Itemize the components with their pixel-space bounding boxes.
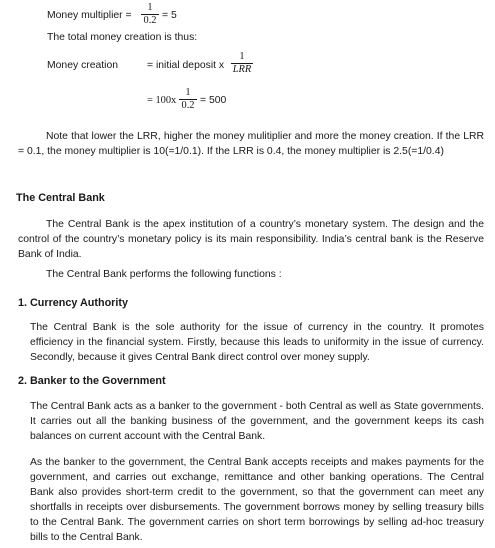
item-paragraph: As the banker to the government, the Central Bank accepts receipts and makes payments for the government, and carries out exchange, remittance and other banking operations. The Central Bank also provides short-term credit to the government, so that the government can meet any shortfalls in receipts over disbursements. The government borrows money by selling treasury bills to the Central Bank. The government carries on short term borrowings by selling ad-hoc treasury bills to the Central Bank.: [30, 457, 484, 543]
calculation-fraction: [178, 87, 198, 112]
item-paragraph: The Central Bank is the sole authority for the issue of currency in the country. It promotes efficiency in the financial system. Firstly, because this leads to uniformity in the issue of currency. Secondly, because it gives Central Bank direct control over money supply.: [30, 322, 484, 363]
money-multiplier-result: = 5: [162, 10, 177, 21]
central-bank-paragraph: The Central Bank is the apex institution of a country’s monetary system. The design and the control of the country’s monetary policy is its main responsibility. India’s central bank is the Reserve Bank of India.: [18, 219, 484, 260]
item-heading-banker-to-government: 2. Banker to the Government: [18, 375, 166, 387]
money-multiplier-label: Money multiplier =: [47, 10, 132, 21]
fraction-numerator: 1: [147, 2, 153, 13]
fraction-denominator: 0.2: [181, 100, 195, 111]
fraction-numerator: 1: [185, 87, 191, 98]
item-paragraph: The Central Bank acts as a banker to the government - both Central as well as State governments. It carries out all the banking business of the government, and the government keeps its cash balances on current account with the Central Bank.: [30, 401, 484, 442]
money-creation-fraction: [230, 51, 254, 76]
money-multiplier-fraction: [140, 2, 160, 27]
functions-line: The Central Bank performs the following functions :: [46, 269, 282, 280]
section-title: The Central Bank: [16, 192, 105, 204]
note-paragraph: Note that lower the LRR, higher the money mulitiplier and more the money creation. If the LRR = 0.1, the money multiplier is 10(=1/0.1). If the LRR is 0.4, the money multiplier is 2.5(=1/0.4): [18, 131, 484, 157]
calculation-result: = 500: [200, 95, 227, 106]
item-heading-currency-authority: 1. Currency Authority: [18, 297, 128, 309]
money-creation-rhs: = initial deposit x: [147, 60, 225, 71]
intro-line: The total money creation is thus:: [47, 32, 198, 43]
fraction-denominator: 0.2: [143, 15, 157, 26]
money-creation-label: Money creation: [47, 60, 119, 71]
calculation-lhs: = 100x: [147, 95, 177, 106]
fraction-numerator: 1: [239, 51, 245, 62]
fraction-denominator: LRR: [232, 64, 252, 75]
